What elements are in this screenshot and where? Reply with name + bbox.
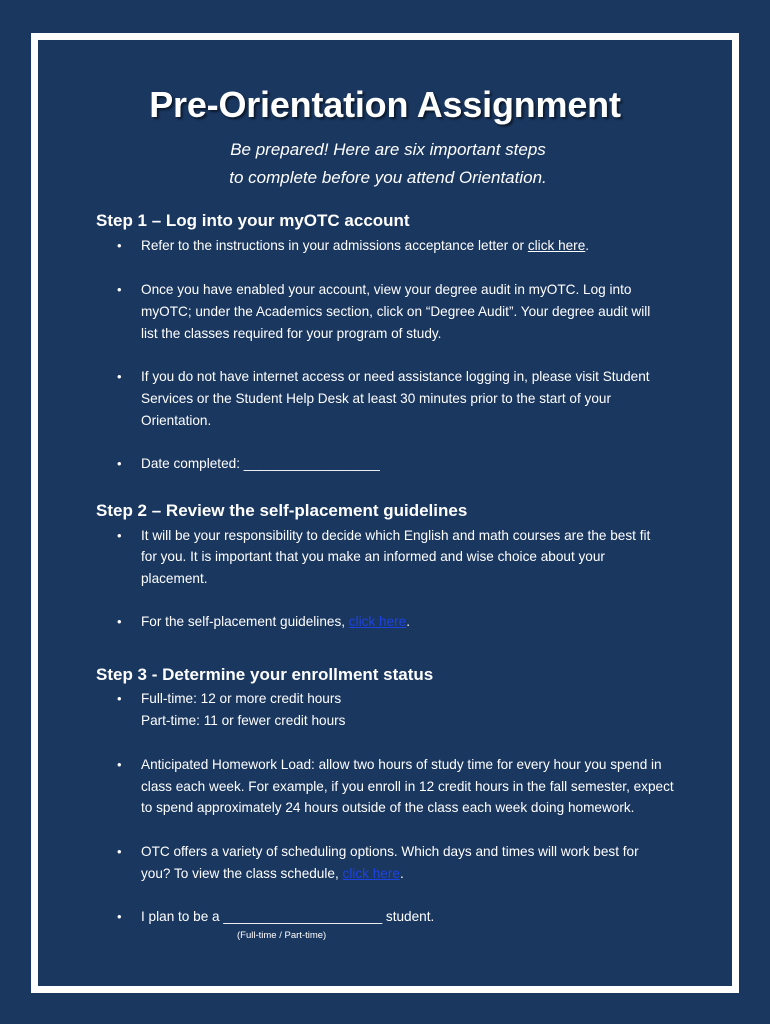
bullet-icon: • <box>117 909 122 924</box>
class-schedule-link[interactable]: click here <box>342 866 400 881</box>
step-1-bullet-3-line-3: Orientation. <box>141 413 212 428</box>
acceptance-letter-link[interactable]: click here <box>527 238 586 253</box>
step-1-bullet-2-line-2: myOTC; under the Academics section, click on “Degree Audit”. Your degree audit will <box>141 304 651 319</box>
bullet-icon: • <box>117 282 122 297</box>
step-3-bullet-3-text: you? To view the class schedule, <box>141 866 343 881</box>
step-1-bullet-2-line-3: list the classes required for your program of study. <box>141 326 442 341</box>
date-completed-field: Date completed: __________________ <box>141 456 380 471</box>
enrollment-plan-field: I plan to be a _____________________ student. <box>141 909 435 924</box>
step-3-bullet-3-line-1: OTC offers a variety of scheduling options. Which days and times will work best for <box>141 844 639 859</box>
step-1-bullet-2-line-1: Once you have enabled your account, view your degree audit in myOTC. Log into <box>141 282 632 297</box>
step-3-bullet-2-line-1: Anticipated Homework Load: allow two hours of study time for every hour you spend in <box>141 757 662 772</box>
step-3-bullet-2-line-3: to spend approximately 24 hours outside of the class each week doing homework. <box>141 800 635 815</box>
step-3-bullet-3-line-2 <box>141 866 404 881</box>
step-2-bullet-2-end: . <box>406 614 410 629</box>
bullet-icon: • <box>117 691 122 706</box>
bullet-icon: • <box>117 614 122 629</box>
step-1-bullet-1-end: . <box>585 238 590 253</box>
step-3-bullet-3-end: . <box>399 866 404 881</box>
step-2-bullet-1-line-2: for you. It is important that you make an informed and wise choice about your <box>141 549 605 564</box>
step-2-heading: Step 2 – Review the self-placement guidelines <box>96 501 468 520</box>
bullet-icon: • <box>117 844 122 859</box>
subtitle-line-1: Be prepared! Here are six important steps <box>230 140 546 159</box>
bullet-icon: • <box>117 456 122 471</box>
full-time-line: Full-time: 12 or more credit hours <box>141 691 342 706</box>
step-2-bullet-1-line-1: It will be your responsibility to decide which English and math courses are the best fit <box>141 528 651 543</box>
bullet-icon: • <box>117 369 122 384</box>
step-3-bullet-2-line-2: class each week. For example, if you enroll in 12 credit hours in the fall semester, expect <box>141 779 674 794</box>
step-2-bullet-1-line-3: placement. <box>141 571 208 586</box>
step-1-bullet-3-line-1: If you do not have internet access or need assistance logging in, please visit Student <box>141 369 650 384</box>
step-1-bullet-3-line-2: Services or the Student Help Desk at least 30 minutes prior to the start of your <box>141 391 611 406</box>
step-2-bullet-2 <box>141 614 410 629</box>
page-title: Pre-Orientation Assignment <box>149 84 621 125</box>
self-placement-link[interactable]: click here <box>348 614 407 629</box>
step-1-bullet-1-text: Refer to the instructions in your admissions acceptance letter or <box>141 238 528 253</box>
bullet-icon: • <box>117 238 122 253</box>
step-2-bullet-2-text: For the self-placement guidelines, <box>141 614 349 629</box>
step-1-bullet-1 <box>141 238 589 253</box>
step-1-heading: Step 1 – Log into your myOTC account <box>96 211 410 230</box>
part-time-line: Part-time: 11 or fewer credit hours <box>141 713 346 728</box>
bullet-icon: • <box>117 757 122 772</box>
subtitle-line-2: to complete before you attend Orientation. <box>229 168 547 187</box>
bullet-icon: • <box>117 528 122 543</box>
enrollment-plan-note: (Full-time / Part-time) <box>237 930 327 941</box>
step-3-heading: Step 3 - Determine your enrollment status <box>96 665 434 684</box>
